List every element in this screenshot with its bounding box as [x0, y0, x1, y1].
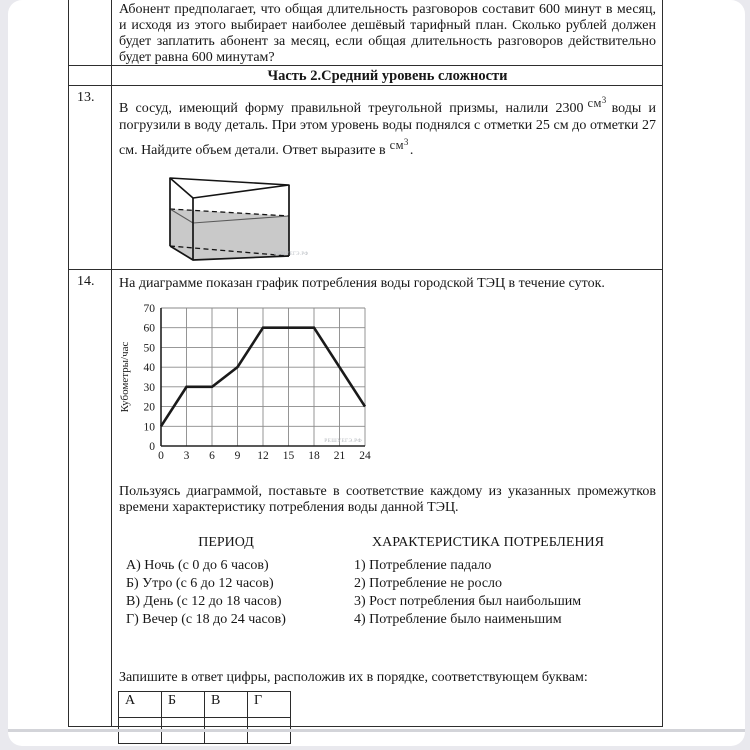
problem13-text — [119, 92, 656, 159]
problem14-number: 14. — [69, 270, 112, 726]
matching-section — [119, 535, 656, 639]
period-item: Г) Вечер (с 18 до 24 часов) — [126, 612, 286, 627]
svg-text:3: 3 — [183, 450, 190, 462]
svg-text:24: 24 — [359, 450, 371, 462]
problem13-text-seg2: воды и погрузили в воду деталь. При этом уровень воды поднялся с отметки 25 см до отметки 27 см. Найдите объем детали. Ответ выразите в — [119, 101, 656, 158]
part2-cell — [112, 66, 662, 85]
svg-text:15: 15 — [282, 450, 295, 462]
characteristic-column — [330, 535, 646, 629]
characteristic-item: 4) Потребление было наименьшим — [354, 612, 562, 627]
consumption-chart-wrap — [119, 300, 656, 471]
subscriber-problem-cell — [112, 0, 662, 65]
svg-text:21: 21 — [333, 450, 346, 462]
exam-table — [68, 0, 663, 727]
document-page — [8, 0, 745, 746]
svg-text:0: 0 — [149, 441, 155, 453]
problem14-intro: На диаграмме показан график потребления воды городской ТЭЦ в течение суток. — [119, 276, 605, 291]
period-item: А) Ночь (с 0 до 6 часов) — [126, 558, 269, 573]
svg-text:18: 18 — [308, 450, 320, 462]
period-item: В) День (с 12 до 18 часов) — [126, 594, 282, 609]
characteristic-item: 3) Рост потребления был наибольшим — [354, 594, 582, 609]
row-subscriber-problem — [69, 0, 662, 66]
watermark-text: РЕШУЕГЭ.РФ — [274, 252, 309, 257]
problem14-cell — [112, 270, 662, 726]
number-cell-empty — [69, 66, 112, 85]
number-cell-empty — [69, 0, 112, 65]
answer-header-cell: Б — [162, 692, 205, 718]
problem13-number: 13. — [69, 86, 112, 269]
period-header: ПЕРИОД — [198, 535, 254, 550]
svg-text:40: 40 — [143, 362, 155, 375]
svg-text:9: 9 — [234, 450, 241, 462]
page-bottom-divider — [8, 729, 745, 732]
answer-table — [118, 691, 291, 744]
answer-header-cell: А — [119, 692, 162, 718]
water-fill — [170, 209, 289, 260]
period-item: Б) Утро (с 6 до 12 часов) — [126, 576, 274, 591]
svg-text:60: 60 — [143, 322, 155, 335]
characteristic-item: 1) Потребление падало — [354, 558, 492, 573]
top-face — [170, 178, 289, 198]
consumption-chart — [119, 300, 381, 466]
answer-prompt: Запишите в ответ цифры, расположив их в порядке, соответствующем буквам: — [119, 670, 588, 685]
answer-header-row — [119, 692, 291, 718]
row-problem-13 — [69, 86, 662, 270]
svg-text:6: 6 — [209, 450, 215, 462]
formula-cm3: $см^3$ — [389, 137, 409, 152]
period-list — [126, 557, 326, 629]
period-column — [126, 535, 326, 629]
characteristic-list — [330, 557, 646, 629]
svg-text:30: 30 — [143, 381, 155, 394]
svg-text:20: 20 — [143, 401, 155, 414]
problem13-cell — [112, 86, 662, 269]
row-part2-heading — [69, 66, 662, 86]
svg-text:РЕШУЕГЭ.РФ: РЕШУЕГЭ.РФ — [324, 438, 362, 444]
row-problem-14 — [69, 270, 662, 727]
svg-text:0: 0 — [158, 450, 164, 462]
svg-text:50: 50 — [143, 342, 155, 355]
problem13-text-seg1: В сосуд, имеющий форму правильной треугольной призмы, налили 2300 — [119, 101, 584, 116]
svg-text:70: 70 — [143, 303, 155, 315]
svg-text:12: 12 — [257, 450, 269, 462]
problem14-instruction: Пользуясь диаграммой, поставьте в соответствие каждому из указанных промежутков времени характеристику потребления воды данной ТЭЦ. — [119, 484, 656, 515]
characteristic-item: 2) Потребление не росло — [354, 576, 503, 591]
prism-figure — [163, 171, 303, 265]
answer-header-cell: Г — [248, 692, 291, 718]
problem13-text-seg3: . — [409, 143, 414, 158]
subscriber-problem-text: Абонент предполагает, что общая длительность разговоров составит 600 минут в месяц, и исходя из этого выбирает наиболее дешёвый тарифный план. Сколько рублей должен будет заплатить абонент за месяц, если общая длительность разговоров действительно будет равна 600 минутам? — [119, 2, 656, 65]
svg-text:Кубометры/час: Кубометры/час — [119, 341, 131, 413]
part2-heading: Часть 2.Средний уровень сложности — [267, 68, 508, 84]
characteristic-header: ХАРАКТЕРИСТИКА ПОТРЕБЛЕНИЯ — [371, 535, 605, 550]
svg-text:10: 10 — [143, 421, 155, 434]
formula-cm3: $см^3$ — [587, 95, 607, 110]
answer-header-cell: В — [205, 692, 248, 718]
